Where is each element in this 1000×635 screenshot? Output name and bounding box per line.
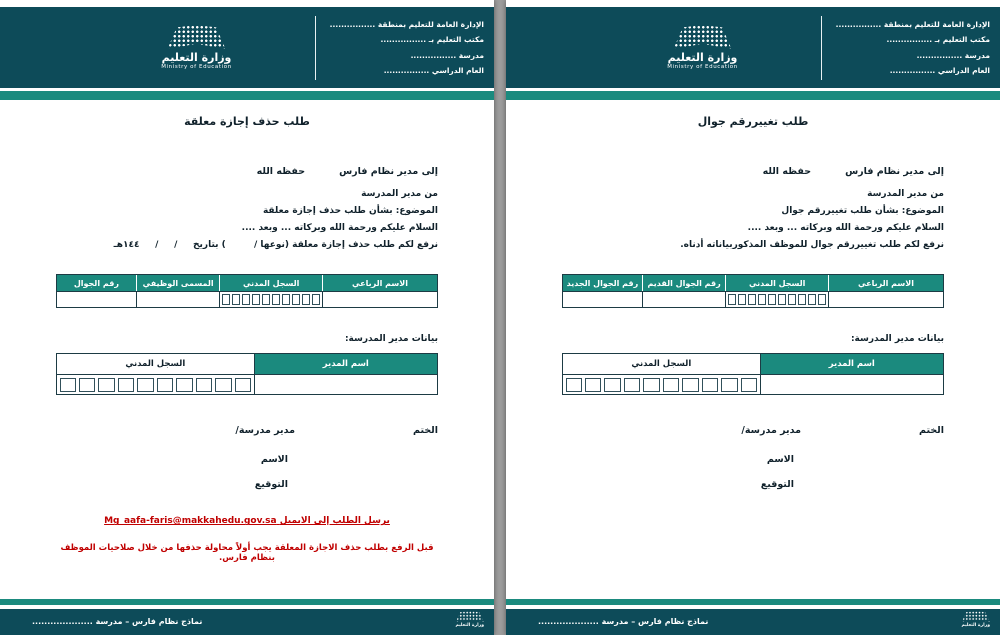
col-old-mobile: رقم الجوال القديم	[643, 275, 727, 291]
page-change-mobile-form	[506, 0, 1000, 635]
manager-id-cells	[563, 375, 761, 394]
request-line: نرفع لكم طلب حذف إجازة معلقة (نوعها / ) بتاريخ / / ١٤٤هـ	[113, 240, 438, 251]
manager-id-cells	[57, 375, 255, 394]
col-new-mobile: رقم الجوال الجديد	[563, 275, 643, 291]
ministry-name-ar: وزارة التعليم	[161, 51, 232, 64]
col-national-id: السجل المدني	[220, 275, 323, 291]
manager-table-header	[57, 354, 437, 374]
digit-box[interactable]	[272, 294, 280, 305]
stamp-row	[562, 425, 944, 436]
digit-box[interactable]	[232, 294, 240, 305]
digit-box[interactable]	[79, 378, 95, 392]
col-full-name: الاسم الرباعي	[323, 275, 437, 291]
digit-box[interactable]	[302, 294, 310, 305]
principal-label: مدير مدرسة/	[235, 425, 295, 437]
ministry-logo	[10, 25, 307, 70]
name-label: الاسم	[766, 454, 794, 466]
footer-text: نماذج نظام فارس – مدرسة ....................	[32, 617, 203, 626]
accent-strip	[0, 91, 494, 100]
signature-label: التوقيع	[760, 479, 794, 491]
manager-table-header	[563, 354, 943, 374]
digit-box[interactable]	[682, 378, 698, 392]
job-title-cell[interactable]	[137, 292, 221, 307]
manager-table	[56, 353, 438, 395]
stamp-label: الختم	[413, 425, 438, 437]
digit-box[interactable]	[292, 294, 300, 305]
digit-box[interactable]	[788, 294, 796, 305]
org-line-office: مكتب التعليم بـ ................	[886, 35, 990, 45]
ministry-logo-icon	[168, 25, 226, 49]
addressee: إلى مدير نظام فارس	[845, 166, 944, 177]
addressee: إلى مدير نظام فارس	[339, 166, 438, 177]
digit-box[interactable]	[585, 378, 601, 392]
digit-box[interactable]	[778, 294, 786, 305]
stamp-row	[56, 425, 438, 436]
digit-box[interactable]	[222, 294, 230, 305]
form-title: طلب تغييررقم جوال	[697, 115, 809, 128]
manager-section-title: بيانات مدير المدرسة:	[850, 334, 944, 345]
digit-box[interactable]	[798, 294, 806, 305]
digit-box[interactable]	[758, 294, 766, 305]
col-job-title: المسمى الوظيفي	[137, 275, 221, 291]
page-header	[506, 7, 1000, 88]
org-line-office: مكتب التعليم بـ ................	[380, 35, 484, 45]
org-line-year: العام الدراسي ................	[383, 65, 484, 75]
digit-box[interactable]	[738, 294, 746, 305]
digit-box[interactable]	[721, 378, 737, 392]
from-line: من مدير المدرسة	[361, 189, 438, 199]
digit-box[interactable]	[741, 378, 757, 392]
manager-name-cell[interactable]	[761, 375, 943, 394]
footer-logo-icon	[962, 611, 990, 622]
greeting-line: السلام عليكم ورحمة الله وبركاته ... وبعد ....	[241, 223, 438, 234]
page-delete-leave-form	[0, 0, 494, 635]
manager-name-header: اسم المدير	[761, 354, 943, 374]
email-note-prefix: يرسل الطلب إلى الايميل	[279, 516, 390, 527]
signature-label: التوقيع	[254, 479, 288, 491]
subject-line: الموضوع: بشأن طلب تغييررقم جوال	[781, 206, 944, 217]
footer-logo-text: وزارة التعليم	[961, 623, 990, 628]
employee-table	[56, 274, 438, 308]
digit-box[interactable]	[252, 294, 260, 305]
digit-box[interactable]	[118, 378, 134, 392]
digit-box[interactable]	[566, 378, 582, 392]
header-divider	[821, 16, 822, 80]
name-label: الاسم	[260, 454, 288, 466]
greeting-line: السلام عليكم ورحمة الله وبركاته ... وبعد ....	[747, 223, 944, 234]
digit-box[interactable]	[643, 378, 659, 392]
salutation: حفظه الله	[256, 166, 306, 177]
page-header	[0, 7, 494, 88]
salutation: حفظه الله	[762, 166, 812, 177]
full-name-cell[interactable]	[829, 292, 943, 307]
digit-box[interactable]	[235, 378, 251, 392]
body-lines	[562, 186, 944, 254]
warning-note: قبل الرفع بطلب حذف الاجازة المعلقة يجب أولاً محاولة حذفها من خلال صلاحيات الموظف بنظام فارس.	[60, 543, 434, 564]
employee-table	[562, 274, 944, 308]
mobile-cell[interactable]	[57, 292, 137, 307]
org-line-year: العام الدراسي ................	[889, 65, 990, 75]
employee-table-header	[563, 275, 943, 291]
footer-ministry-logo	[961, 611, 990, 628]
ministry-name-en: Ministry of Education	[667, 64, 738, 70]
footer-accent-strip	[506, 599, 1000, 605]
org-lines	[830, 17, 990, 79]
national-id-cells	[726, 292, 829, 307]
subject-line: الموضوع: بشأن طلب حذف إجازة معلقة	[262, 206, 438, 217]
manager-table-row	[57, 374, 437, 394]
digit-box[interactable]	[663, 378, 679, 392]
digit-box[interactable]	[60, 378, 76, 392]
col-national-id: السجل المدني	[726, 275, 829, 291]
digit-box[interactable]	[624, 378, 640, 392]
full-name-cell[interactable]	[323, 292, 437, 307]
footer-text: نماذج نظام فارس – مدرسة ....................	[538, 617, 709, 626]
digit-box[interactable]	[98, 378, 114, 392]
header-divider	[315, 16, 316, 80]
digit-box[interactable]	[312, 294, 320, 305]
digit-box[interactable]	[702, 378, 718, 392]
footer-accent-strip	[0, 599, 494, 605]
digit-box[interactable]	[604, 378, 620, 392]
request-line: نرفع لكم طلب تغييررقم جوال للموظف المذكوربياناته أدناه.	[680, 240, 944, 251]
ministry-logo-icon	[674, 25, 732, 49]
employee-table-row	[563, 291, 943, 307]
manager-name-cell[interactable]	[255, 375, 437, 394]
org-lines	[324, 17, 484, 79]
manager-id-header: السجل المدني	[57, 354, 255, 374]
page-footer	[0, 609, 494, 635]
form-body	[0, 166, 494, 563]
digit-box[interactable]	[262, 294, 270, 305]
digit-box[interactable]	[215, 378, 231, 392]
principal-label: مدير مدرسة/	[741, 425, 801, 437]
accent-strip	[506, 91, 1000, 100]
footer-logo-text: وزارة التعليم	[455, 623, 484, 628]
digit-box[interactable]	[748, 294, 756, 305]
manager-section-title: بيانات مدير المدرسة:	[344, 334, 438, 345]
digit-box[interactable]	[196, 378, 212, 392]
new-mobile-cell[interactable]	[563, 292, 643, 307]
stamp-label: الختم	[919, 425, 944, 437]
national-id-cells	[220, 292, 323, 307]
old-mobile-cell[interactable]	[643, 292, 727, 307]
digit-box[interactable]	[176, 378, 192, 392]
body-lines	[56, 186, 438, 254]
from-line: من مدير المدرسة	[867, 189, 944, 199]
page-footer	[506, 609, 1000, 635]
org-line-school: مدرسة ................	[410, 50, 484, 60]
digit-box[interactable]	[728, 294, 736, 305]
email-note	[56, 516, 438, 526]
digit-box[interactable]	[137, 378, 153, 392]
digit-box[interactable]	[808, 294, 816, 305]
addressee-line	[562, 166, 944, 177]
digit-box[interactable]	[157, 378, 173, 392]
ministry-name-ar: وزارة التعليم	[667, 51, 738, 64]
ministry-name-en: Ministry of Education	[161, 64, 232, 70]
employee-table-row	[57, 291, 437, 307]
digit-box[interactable]	[282, 294, 290, 305]
employee-table-header	[57, 275, 437, 291]
footer-logo-icon	[456, 611, 484, 622]
digit-box[interactable]	[768, 294, 776, 305]
col-mobile: رقم الجوال	[57, 275, 137, 291]
manager-id-header: السجل المدني	[563, 354, 761, 374]
manager-table	[562, 353, 944, 395]
form-body	[506, 166, 1000, 490]
ministry-logo	[516, 25, 813, 70]
digit-box[interactable]	[242, 294, 250, 305]
manager-name-header: اسم المدير	[255, 354, 437, 374]
org-line-region: الإدارة العامة للتعليم بمنطقة ................	[835, 19, 990, 29]
manager-table-row	[563, 374, 943, 394]
digit-box[interactable]	[818, 294, 826, 305]
org-line-school: مدرسة ................	[916, 50, 990, 60]
addressee-line	[56, 166, 438, 177]
footer-ministry-logo	[455, 611, 484, 628]
form-title: طلب حذف إجازة معلقة	[184, 115, 310, 128]
org-line-region: الإدارة العامة للتعليم بمنطقة ................	[329, 19, 484, 29]
email-address-link[interactable]: Mg_aafa-faris@makkahedu.gov.sa	[104, 516, 277, 527]
col-full-name: الاسم الرباعي	[829, 275, 943, 291]
